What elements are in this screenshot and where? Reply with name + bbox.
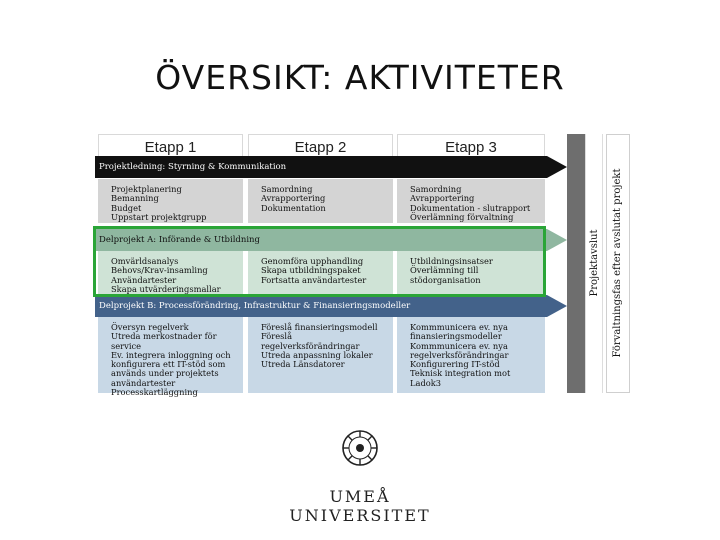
band-label-delprojekt-a: Delprojekt A: Införande & Utbildning (99, 235, 260, 245)
cell-projektledning-etapp-1: Projektplanering Bemanning Budget Uppstart projektgrupp (98, 179, 243, 223)
phase-etapp-2: Etapp 2 (248, 134, 393, 160)
cell-delprojekt-a-etapp-3: Utbildningsinsatser Överlämning till stödorganisation (397, 251, 545, 295)
projektavslut-label: Projektavslut (589, 229, 600, 297)
cell-projektledning-etapp-2: Samordning Avrapportering Dokumentation (248, 179, 393, 223)
phase-etapp-3: Etapp 3 (397, 134, 545, 160)
page-title: ÖVERSIKT: AKTIVITETER (155, 58, 565, 97)
cell-delprojekt-b-etapp-3: Kommmunicera ev. nya finansieringsmodeller Kommmunicera ev. nya regelverksförändringar Konfigurering IT-stöd Teknisk integration mot Ladok3 (397, 317, 545, 393)
cell-delprojekt-a-etapp-2: Genomföra upphandling Skapa utbildningspaket Fortsatta användartester (248, 251, 393, 295)
phase-etapp-1: Etapp 1 (98, 134, 243, 160)
cell-projektledning-etapp-3: Samordning Avrapportering Dokumentation - slutrapport Överlämning förvaltning (397, 179, 545, 223)
cell-delprojekt-b-etapp-1: Översyn regelverk Utreda merkostnader för service Ev. integrera inloggning och konfigurera ett IT-stöd som används under projektets användartester Processkartläggning (98, 317, 243, 393)
band-label-delprojekt-b: Delprojekt B: Processförändring, Infrastruktur & Finansieringsmodeller (99, 301, 411, 311)
cell-delprojekt-a-etapp-1: Omvärldsanalys Behovs/Krav-insamling Användartester Skapa utvärderingsmallar (98, 251, 243, 295)
band-label-projektledning: Projektledning: Styrning & Kommunikation (99, 162, 287, 172)
cell-delprojekt-b-etapp-2: Föreslå finansieringsmodell Föreslå regelverksförändringar Utreda anpassning lokaler Utreda Länsdatorer (248, 317, 393, 393)
footer-logo-text: UMEÅ UNIVERSITET (289, 487, 431, 525)
forvaltning-label: Förvaltningsfas efter avslutat projekt (612, 168, 623, 358)
